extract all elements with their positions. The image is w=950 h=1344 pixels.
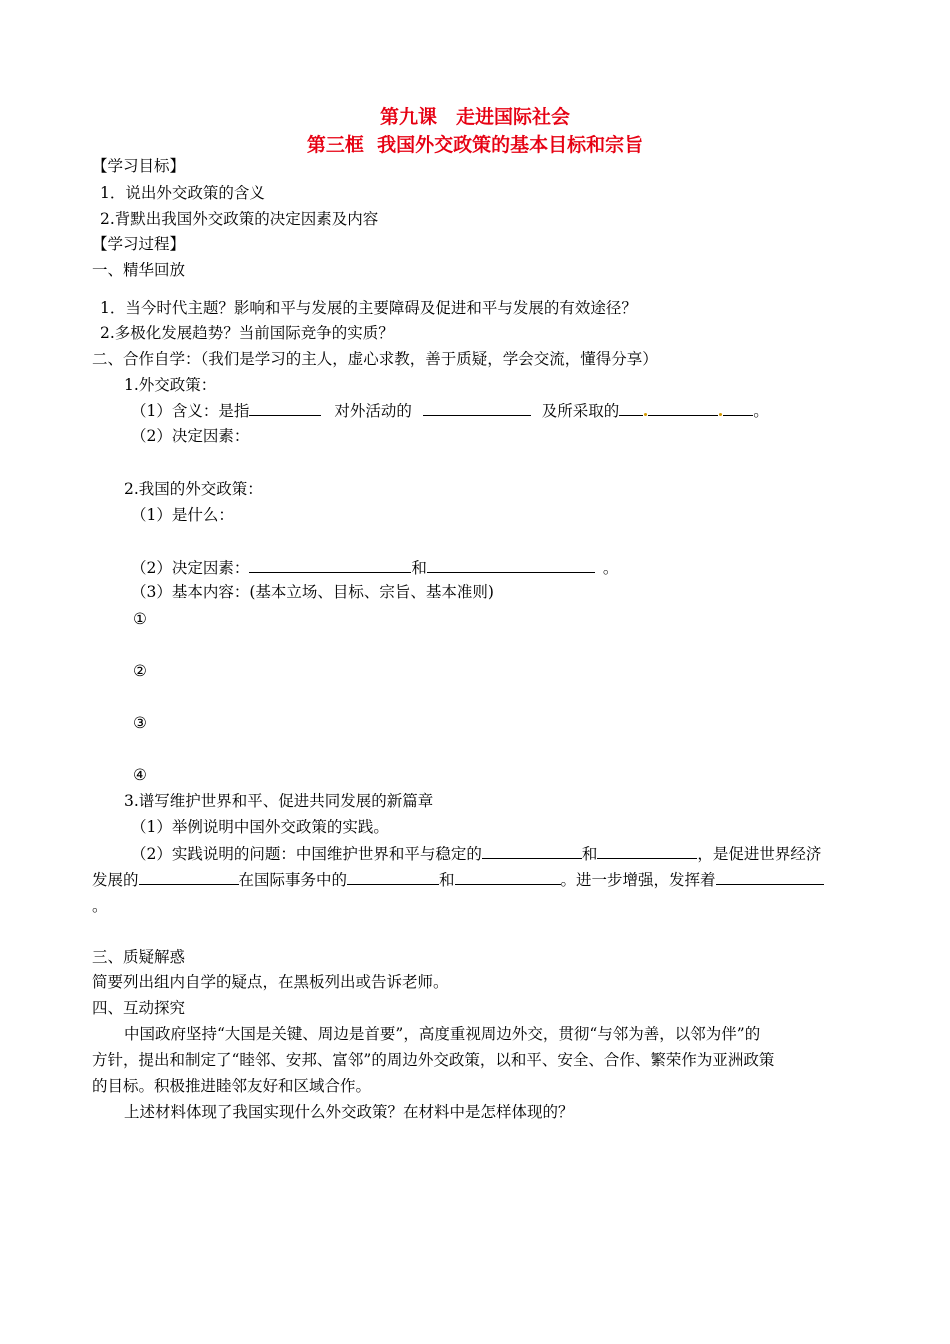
circled-item: ① <box>133 610 147 628</box>
practice-meaning-line: （2）实践说明的问题：中国维护世界和平与稳定的 和 ，是促进世界经济 <box>131 845 822 863</box>
inquiry-paragraph: 的目标。积极推进睦邻友好和区域合作。 <box>92 1077 372 1095</box>
process-heading: 【学习过程】 <box>92 235 186 253</box>
new-chapter-title: 3.谱写维护世界和平、促进共同发展的新篇章 <box>124 792 434 810</box>
definition-label: （1）含义：是指 <box>131 402 250 420</box>
lesson-title: 第九课 走进国际社会 <box>379 106 570 128</box>
self-study-heading: 二、合作自学：（我们是学习的主人，虚心求教，善于质疑，学会交流，懂得分享） <box>92 350 658 368</box>
circled-item: ② <box>133 662 147 680</box>
review-heading: 一、精华回放 <box>92 261 186 279</box>
inquiry-heading: 四、互动探究 <box>92 999 186 1017</box>
policy-definition-line: （1）含义：是指 对外活动的 及所采取的 。 <box>131 402 769 420</box>
circled-item: ④ <box>133 766 147 784</box>
practice-example: （1）举例说明中国外交政策的实践。 <box>131 818 389 836</box>
blank-field[interactable] <box>139 869 239 885</box>
inquiry-question: 上述材料体现了我国实现什么外交政策？在材料中是怎样体现的？ <box>124 1103 574 1121</box>
policy-title: 1.外交政策： <box>124 376 217 394</box>
basic-content-label: （3）基本内容：(基本立场、目标、宗旨、基本准则) <box>131 583 494 601</box>
inquiry-paragraph: 方针，提出和制定了“睦邻、安邦、富邻”的周边外交政策，以和平、安全、合作、繁荣作为亚洲政策 <box>92 1051 775 1069</box>
questions-heading: 三、质疑解惑 <box>92 948 186 966</box>
determinants-label: （2）决定因素： <box>131 427 250 445</box>
china-policy-title: 2.我国的外交政策： <box>124 480 263 498</box>
practice-meaning-line-2: 发展的 在国际事务中的 和 。进一步增强，发挥着 <box>92 869 824 890</box>
objective-item: 1．说出外交政策的含义 <box>100 184 265 202</box>
blank-field[interactable] <box>619 400 643 416</box>
blank-field[interactable] <box>482 843 582 859</box>
blank-field[interactable] <box>249 400 321 416</box>
objective-item: 2.背默出我国外交政策的决定因素及内容 <box>100 210 379 228</box>
section-title: 第三框 我国外交政策的基本目标和宗旨 <box>306 134 644 156</box>
definition-end: 及所采取的 <box>541 402 620 420</box>
china-determinants-line: （2）决定因素： 和 。 <box>131 559 619 577</box>
blank-field[interactable] <box>427 557 595 573</box>
objectives-heading: 【学习目标】 <box>92 157 186 175</box>
questions-text: 简要列出组内自学的疑点，在黑板列出或告诉老师。 <box>92 973 449 991</box>
review-question-2: 2.多极化发展趋势？当前国际竞争的实质？ <box>100 324 394 342</box>
blank-field[interactable] <box>423 400 531 416</box>
period-mark: 。 <box>92 897 108 915</box>
blank-field[interactable] <box>347 869 439 885</box>
blank-field[interactable] <box>597 843 697 859</box>
blank-field[interactable] <box>455 869 561 885</box>
blank-field[interactable] <box>249 557 411 573</box>
blank-field[interactable] <box>723 400 753 416</box>
definition-mid: 对外活动的 <box>334 402 412 420</box>
blank-field[interactable] <box>648 400 718 416</box>
blank-field[interactable] <box>716 869 824 885</box>
inquiry-paragraph: 中国政府坚持“大国是关键、周边是首要”，高度重视周边外交，贯彻“与邻为善，以邻为伴”的 <box>124 1025 761 1043</box>
review-question-1: 1．当今时代主题？影响和平与发展的主要障碍及促进和平与发展的有效途径？ <box>100 299 637 317</box>
what-is-label: （1）是什么： <box>131 506 234 524</box>
circled-item: ③ <box>133 714 147 732</box>
